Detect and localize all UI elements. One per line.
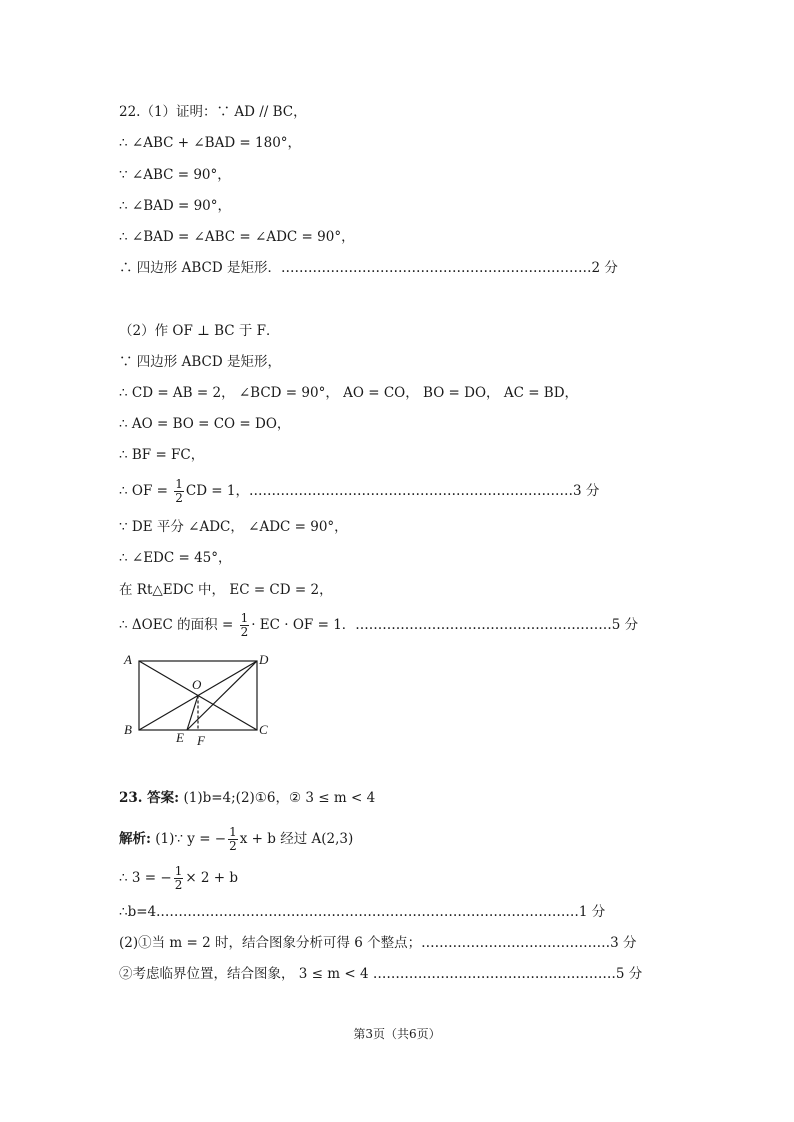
page-footer: 第3页（共6页） <box>353 1027 441 1041</box>
p23-substitution-line <box>119 865 238 892</box>
p22-part2-line-3: ∴ CD = AB = 2， ∠BCD = 90°， AO = CO， BO = DO， AC = BD， <box>119 385 579 401</box>
answer-label: 23. 答案: <box>119 790 180 806</box>
p22-line-5: ∴ ∠BAD = ∠ABC = ∠ADC = 90°， <box>119 229 355 245</box>
p23-line-6: ②考虑临界位置，结合图象， 3 ≤ m < 4 ………………………………………………5 分 <box>119 966 643 982</box>
p23-line-4: ∴b=4.…………………………………………………………………………………1 分 <box>119 904 606 920</box>
area-equation-suffix: · EC · OF = 1．…………………………………………………5 分 <box>251 617 639 633</box>
p23-answer-line <box>119 789 375 807</box>
p22-line-1: 22.（1）证明：∵ AD // BC， <box>119 104 307 120</box>
of-equation-prefix: ∴ OF = <box>119 483 173 499</box>
fraction-half: $\frac{1}{2}$ <box>240 611 249 639</box>
of-equation-suffix: CD = 1，………………………………………………………………3 分 <box>185 483 600 499</box>
answer-text: (1)b=4;(2)①6，② 3 ≤ m < 4 <box>179 790 376 806</box>
p22-line-2: ∴ ∠ABC + ∠BAD = 180°， <box>119 135 302 151</box>
p22-line-3: ∵ ∠ABC = 90°， <box>119 167 231 183</box>
p22-part2-line-2: ∵ 四边形 ABCD 是矩形， <box>119 354 281 370</box>
fraction-half: $\frac{1}{2}$ <box>174 864 183 892</box>
label-e: E <box>176 730 184 745</box>
analysis-label: 解析: <box>119 831 151 847</box>
fraction-half: $\frac{1}{2}$ <box>175 477 183 505</box>
label-c: C <box>259 722 268 737</box>
p22-line-4: ∴ ∠BAD = 90°， <box>119 198 232 214</box>
p22-part2-line-9: 在 Rt△EDC 中， EC = CD = 2， <box>119 582 333 598</box>
p22-part2-line-5: ∴ BF = FC， <box>119 447 205 463</box>
p22-part2-line-4: ∴ AO = BO = CO = DO， <box>119 416 291 432</box>
line-equation-prefix: (1)∵ y = − <box>150 831 227 847</box>
label-d: D <box>259 652 269 667</box>
label-f: F <box>197 733 205 748</box>
fraction-half: $\frac{1}{2}$ <box>229 825 237 853</box>
label-o: O <box>192 677 202 692</box>
p22-part2-line-1: （2）作 OF ⊥ BC 于 F． <box>119 323 280 339</box>
substitution-prefix: ∴ 3 = − <box>119 870 172 886</box>
p22-line-6: ∴ 四边形 ABCD 是矩形．……………………………………………………………2 分 <box>119 260 618 276</box>
p22-part2-line-10 <box>119 612 638 639</box>
p23-analysis-line <box>119 826 353 853</box>
label-b: B <box>124 722 132 737</box>
p22-part2-line-6 <box>119 478 599 505</box>
p22-part2-line-7: ∵ DE 平分 ∠ADC， ∠ADC = 90°， <box>119 519 348 535</box>
p22-part2-line-8: ∴ ∠EDC = 45°， <box>119 550 232 566</box>
substitution-suffix: × 2 + b <box>185 870 239 886</box>
label-a: A <box>124 652 132 667</box>
area-equation-prefix: ∴ ΔOEC 的面积 = <box>119 617 238 633</box>
rectangle-figure <box>118 648 283 748</box>
line-equation-suffix: x + b 经过 A(2,3) <box>239 831 354 847</box>
p23-line-5: (2)①当 m = 2 时，结合图象分析可得 6 个整点；……………………………………3 分 <box>119 935 637 951</box>
